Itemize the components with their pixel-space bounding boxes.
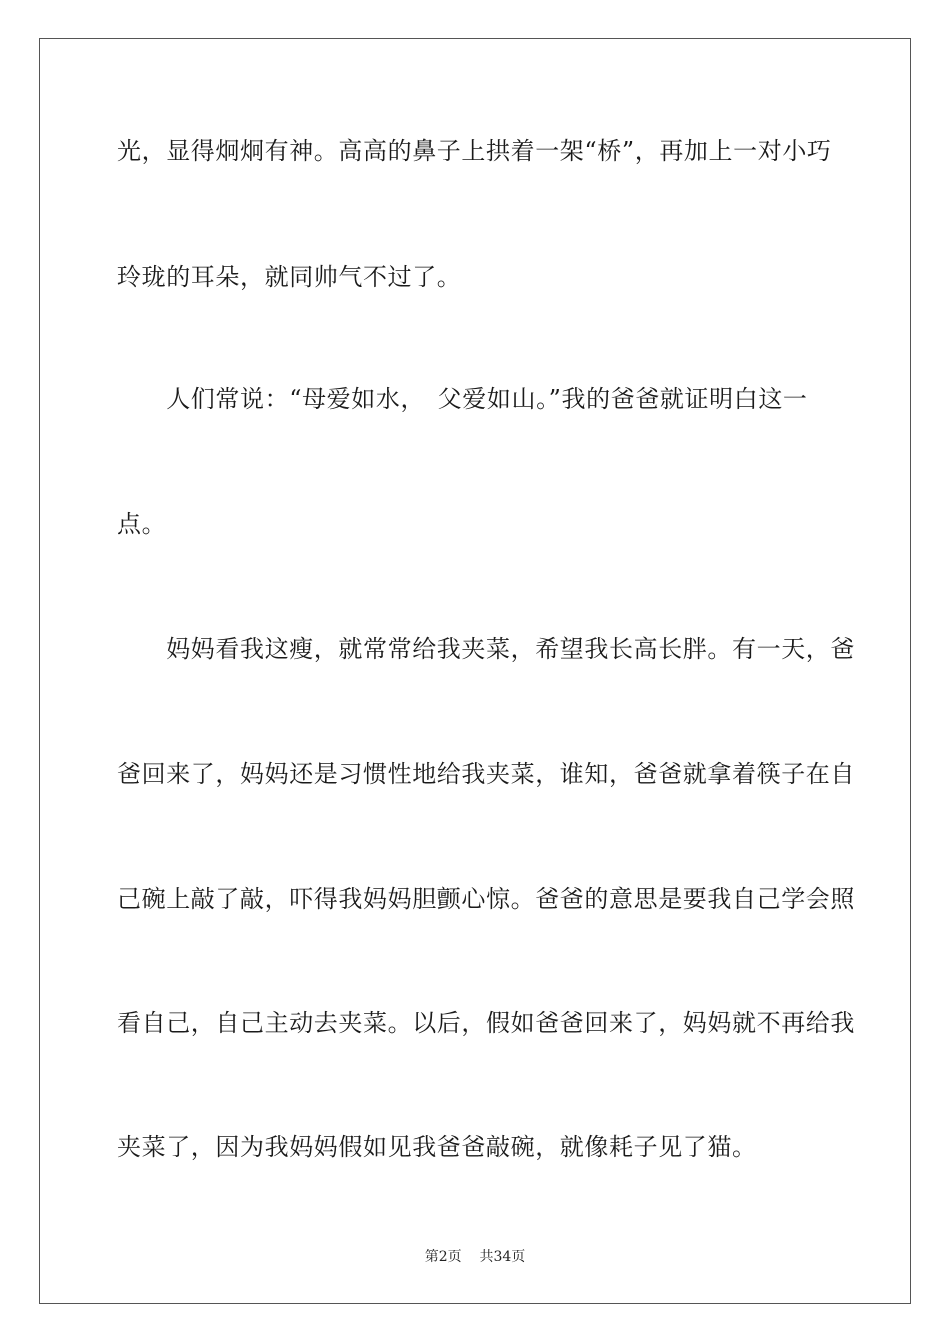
text-line-8: 看自己，自己主动去夹菜。以后，假如爸爸回来了，妈妈就不再给我 bbox=[117, 1009, 855, 1037]
text-line-6: 爸回来了，妈妈还是习惯性地给我夹菜，谁知，爸爸就拿着筷子在自 bbox=[117, 760, 855, 788]
page-footer bbox=[0, 1248, 950, 1266]
text-line-7: 己碗上敲了敲，吓得我妈妈胆颤心惊。爸爸的意思是要我自己学会照 bbox=[117, 885, 855, 913]
text-line-9: 夹菜了，因为我妈妈假如见我爸爸敲碗，就像耗子见了猫。 bbox=[117, 1133, 757, 1161]
page-number: 第2页 bbox=[424, 1249, 462, 1265]
text-line-1: 光，显得炯炯有神。高高的鼻子上拱着一架“桥”，再加上一对小巧 bbox=[117, 137, 832, 165]
text-line-2: 玲珑的耳朵，就同帅气不过了。 bbox=[117, 263, 462, 291]
text-line-4: 点。 bbox=[117, 510, 167, 538]
text-line-3: 人们常说：“母爱如水， 父爱如山。”我的爸爸就证明白这一 bbox=[117, 385, 808, 413]
page-border bbox=[39, 38, 911, 1304]
page-total: 共34页 bbox=[479, 1249, 526, 1265]
text-line-5: 妈妈看我这瘦，就常常给我夹菜，希望我长高长胖。有一天，爸 bbox=[117, 635, 855, 663]
